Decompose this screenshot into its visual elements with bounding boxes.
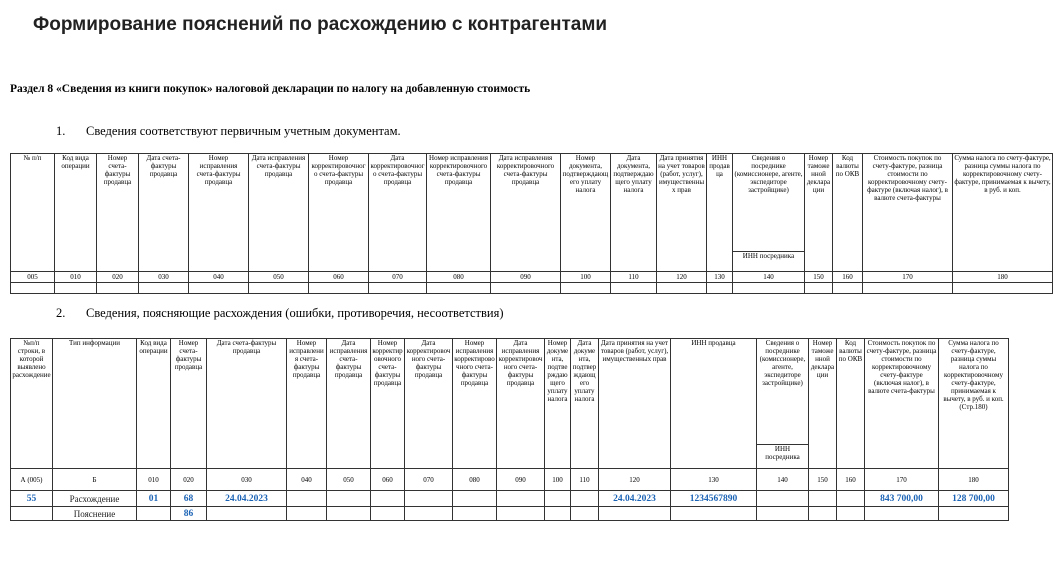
code-cell: 020 — [97, 272, 139, 283]
empty-cell — [309, 283, 369, 294]
empty-cell — [369, 283, 427, 294]
header-cell: Сведения о посреднике (комиссионере, агенте, экспедиторе застройщике) — [757, 339, 809, 445]
data-cell — [327, 491, 371, 507]
header-cell-inn-intermediary: ИНН посредника — [733, 252, 805, 272]
code-cell: 070 — [405, 469, 453, 491]
header-cell: Номер документа, подтверждающего уплату налога — [545, 339, 571, 469]
header-cell: Номер счета-фактуры продавца — [97, 154, 139, 272]
empty-cell — [427, 283, 491, 294]
table-header-row — [11, 154, 1053, 252]
header-cell: Дата принятия на учет товаров (работ, услуг), имущественных прав — [657, 154, 707, 272]
data-cell — [497, 491, 545, 507]
page-title: Формирование пояснений по расхождению с контрагентами — [33, 14, 608, 35]
code-cell: 130 — [707, 272, 733, 283]
table-row — [11, 491, 1009, 507]
accept-date: 24.04.2023 — [599, 491, 671, 507]
header-cell: № п/п — [11, 154, 55, 272]
code-cell: 060 — [371, 469, 405, 491]
code-cell: 160 — [833, 272, 863, 283]
seller-inn: 1234567890 — [671, 491, 757, 507]
invoice-number: 68 — [171, 491, 207, 507]
header-cell: Дата исправления корректировочного счета-фактуры продавца — [491, 154, 561, 272]
code-cell: 005 — [11, 272, 55, 283]
code-cell: 140 — [733, 272, 805, 283]
header-cell: Номер исправления корректировочного счета-фактуры продавца — [453, 339, 497, 469]
header-cell: Номер корректировочного счета-фактуры продавца — [309, 154, 369, 272]
header-cell: Дата счета-фактуры продавца — [207, 339, 287, 469]
empty-cell — [953, 283, 1053, 294]
header-cell: ИНН продавца — [671, 339, 757, 469]
code-cell: 040 — [287, 469, 327, 491]
code-cell: 020 — [171, 469, 207, 491]
section-title: Раздел 8 «Сведения из книги покупок» налоговой декларации по налогу на добавленную стоимость — [10, 83, 531, 95]
code-cell: 150 — [809, 469, 837, 491]
header-cell: Стоимость покупок по счету-фактуре, разница стоимости по корректировочному счету-фактуре (включая налог), в валюте счета-фактуры — [863, 154, 953, 272]
tax-amount — [939, 507, 1009, 521]
header-cell: Номер исправления корректировочного счета-фактуры продавца — [427, 154, 491, 272]
data-cell — [571, 507, 599, 521]
table-row — [11, 469, 1009, 491]
invoice-number: 86 — [171, 507, 207, 521]
data-cell — [405, 507, 453, 521]
data-cell — [287, 491, 327, 507]
tax-amount: 128 700,00 — [939, 491, 1009, 507]
row-number — [11, 507, 53, 521]
header-cell: Код валюты по ОКВ — [833, 154, 863, 272]
data-cell — [453, 491, 497, 507]
code-cell: Б — [53, 469, 137, 491]
empty-cell — [707, 283, 733, 294]
code-cell: 030 — [207, 469, 287, 491]
invoice-date: 24.04.2023 — [207, 491, 287, 507]
code-cell: 170 — [865, 469, 939, 491]
empty-cell — [733, 283, 805, 294]
subheading-1 — [56, 124, 401, 139]
header-cell: Стоимость покупок по счету-фактуре, разница стоимости по корректировочному счету-фактуре (включая налог), в валюте счета-фактуры — [865, 339, 939, 469]
header-cell: Номер исправления счета-фактуры продавца — [189, 154, 249, 272]
code-cell: 180 — [939, 469, 1009, 491]
empty-cell — [833, 283, 863, 294]
header-cell: Номер корректировочного счета-фактуры продавца — [371, 339, 405, 469]
header-cell: Дата документа, подтверждающего уплату налога — [571, 339, 599, 469]
operation-code — [137, 507, 171, 521]
header-cell: Код вида операции — [137, 339, 171, 469]
data-cell — [453, 507, 497, 521]
header-cell: Дата исправления счета-фактуры продавца — [249, 154, 309, 272]
code-cell: 050 — [327, 469, 371, 491]
table-row — [11, 272, 1053, 283]
code-cell: 120 — [657, 272, 707, 283]
invoice-date — [207, 507, 287, 521]
empty-cell — [189, 283, 249, 294]
data-cell — [497, 507, 545, 521]
header-cell-inn-intermediary: ИНН посредника — [757, 445, 809, 469]
purchase-cost — [865, 507, 939, 521]
empty-cell — [249, 283, 309, 294]
data-cell — [809, 491, 837, 507]
header-cell: Номер счета-фактуры продавца — [171, 339, 207, 469]
data-cell — [809, 507, 837, 521]
empty-cell — [491, 283, 561, 294]
code-cell: 140 — [757, 469, 809, 491]
data-cell — [837, 491, 865, 507]
empty-cell — [611, 283, 657, 294]
table-row — [11, 507, 1009, 521]
subheading-1-text: Сведения соответствуют первичным учетным документам. — [86, 124, 401, 138]
header-cell: Номер документа, подтверждающего уплату налога — [561, 154, 611, 272]
subheading-2-text: Сведения, поясняющие расхождения (ошибки, противоречия, несоответствия) — [86, 306, 504, 320]
header-cell: Сумма налога по счету-фактуре, разница суммы налога по корректировочному счету-фактуре, принимаемая к вычету, в руб. и коп. (Стр.180) — [939, 339, 1009, 469]
subheading-2-number: 2. — [56, 306, 66, 320]
header-cell: Номер исправления счета-фактуры продавца — [287, 339, 327, 469]
header-cell: Номер таможенной декларации — [805, 154, 833, 272]
header-cell: Дата корректировочного счета-фактуры продавца — [405, 339, 453, 469]
purchase-cost: 843 700,00 — [865, 491, 939, 507]
table-header-row — [11, 339, 1009, 445]
header-cell: Дата счета-фактуры продавца — [139, 154, 189, 272]
header-cell: Код вида операции — [55, 154, 97, 272]
code-cell: 090 — [491, 272, 561, 283]
empty-cell — [55, 283, 97, 294]
empty-cell — [139, 283, 189, 294]
data-cell — [837, 507, 865, 521]
code-cell: 130 — [671, 469, 757, 491]
code-cell: 050 — [249, 272, 309, 283]
info-type: Пояснение — [53, 507, 137, 521]
data-cell — [327, 507, 371, 521]
data-cell — [405, 491, 453, 507]
header-cell: Сведения о посреднике (комиссионере, агенте, экспедиторе застройщике) — [733, 154, 805, 252]
subheading-2 — [56, 306, 504, 321]
code-cell: 110 — [611, 272, 657, 283]
code-cell: 170 — [863, 272, 953, 283]
header-cell: Номер таможенной декларации — [809, 339, 837, 469]
code-cell: 060 — [309, 272, 369, 283]
operation-code: 01 — [137, 491, 171, 507]
purchase-book-table — [10, 153, 1053, 294]
seller-inn — [671, 507, 757, 521]
header-cell: ИНН продавца — [707, 154, 733, 272]
data-cell — [757, 491, 809, 507]
data-cell — [545, 507, 571, 521]
subheading-1-number: 1. — [56, 124, 66, 138]
code-cell: 110 — [571, 469, 599, 491]
header-cell: Тип информации — [53, 339, 137, 469]
data-cell — [371, 507, 405, 521]
code-cell: А (005) — [11, 469, 53, 491]
code-cell: 090 — [497, 469, 545, 491]
info-type: Расхождение — [53, 491, 137, 507]
empty-cell — [11, 283, 55, 294]
data-cell — [757, 507, 809, 521]
code-cell: 080 — [453, 469, 497, 491]
data-cell — [371, 491, 405, 507]
empty-cell — [657, 283, 707, 294]
row-number: 55 — [11, 491, 53, 507]
table-row — [11, 283, 1053, 294]
data-cell — [287, 507, 327, 521]
accept-date — [599, 507, 671, 521]
code-cell: 030 — [139, 272, 189, 283]
code-cell: 010 — [137, 469, 171, 491]
code-cell: 120 — [599, 469, 671, 491]
empty-cell — [561, 283, 611, 294]
header-cell: Код валюты по ОКВ — [837, 339, 865, 469]
empty-cell — [97, 283, 139, 294]
code-cell: 070 — [369, 272, 427, 283]
code-cell: 010 — [55, 272, 97, 283]
code-cell: 040 — [189, 272, 249, 283]
header-cell: Дата исправления корректировочного счета-фактуры продавца — [497, 339, 545, 469]
code-cell: 100 — [545, 469, 571, 491]
header-cell: Дата исправления счета-фактуры продавца — [327, 339, 371, 469]
empty-cell — [863, 283, 953, 294]
header-cell: №п/п строки, в которой выявлено расхождение — [11, 339, 53, 469]
header-cell: Дата документа, подтверждающего уплату налога — [611, 154, 657, 272]
empty-cell — [805, 283, 833, 294]
discrepancy-explanation-table — [10, 338, 1009, 521]
header-cell: Дата принятия на учет товаров (работ, услуг), имущественных прав — [599, 339, 671, 469]
code-cell: 100 — [561, 272, 611, 283]
data-cell — [545, 491, 571, 507]
data-cell — [571, 491, 599, 507]
code-cell: 180 — [953, 272, 1053, 283]
code-cell: 160 — [837, 469, 865, 491]
code-cell: 150 — [805, 272, 833, 283]
code-cell: 080 — [427, 272, 491, 283]
header-cell: Дата корректировочного счета-фактуры продавца — [369, 154, 427, 272]
header-cell: Сумма налога по счету-фактуре, разница суммы налога по корректировочному счету-фактуре, принимаемая к вычету, в руб. и коп. — [953, 154, 1053, 272]
